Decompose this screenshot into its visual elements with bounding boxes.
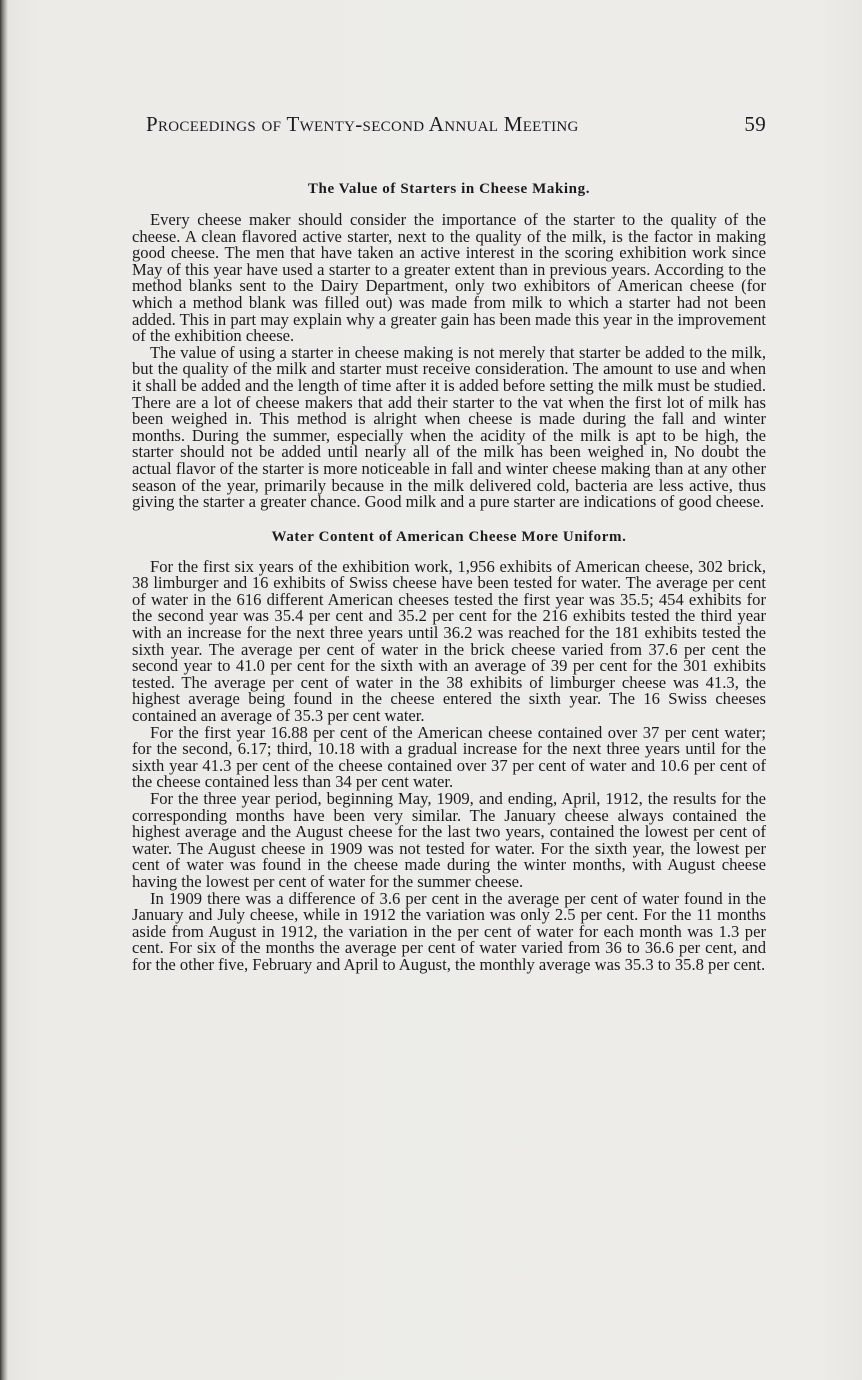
paragraph: In 1909 there was a difference of 3.6 per cent in the average per cent of water found in the January and July cheese, while in 1912 the variation was only 2.5 per cent. For the 11 months aside from August in 1912, the variation in the per cent of water for each month was 1.3 per cent. For six of the months the average per cent of water varied from 36 to 36.6 per cent, and for the other five, February and April to August, the monthly average was 35.3 to 35.8 per cent. — [132, 888, 766, 974]
section-heading-starters: The Value of Starters in Cheese Making. — [307, 181, 591, 197]
section-heading-water-content: Water Content of American Cheese More Uniform. — [271, 528, 627, 545]
paragraph: For the three year period, beginning May, 1909, and ending, April, 1912, the results for the corresponding months have been very similar. The January cheese always contained the highest average and the August cheese for the last two years, contained the lowest per cent of water. The August cheese in 1909 was not tested for water. For the sixth year, the lowest per cent of water was found in the cheese made during the winter months, with August cheese having the lowest per cent of water for the summer cheese. — [132, 789, 766, 891]
paragraph: For the first six years of the exhibition work, 1,956 exhibits of American cheese, 302 brick, 38 limburger and 16 exhibits of Swiss cheese have been tested for water. The average per cent of water in the 616 different American cheeses tested the first year was 35.5; 454 exhibits for the second year was 35.4 per cent and 35.2 per cent for the 216 exhibits tested the third year with an increase for the next three years until 36.2 was reached for the 181 exhibits tested the sixth year. The average per cent of water in the brick cheese varied from 37.6 per cent the second year to 41.0 per cent for the sixth with an average of 39 per cent for the 301 exhibits tested. The average per cent of water in the 38 exhibits of limburger cheese was 41.3, the highest average being found in the cheese entered the sixth year. The 16 Swiss cheeses contained an average of 35.3 per cent water. — [132, 556, 766, 726]
paragraph: For the first year 16.88 per cent of the American cheese contained over 37 per cent water; for the second, 6.17; third, 10.18 with a gradual increase for the next three years until for the sixth year 41.3 per cent of the cheese contained over 37 per cent of water and 10.6 per cent of the cheese contained less than 34 per cent water. — [132, 722, 766, 792]
running-header — [146, 112, 766, 137]
page-number: 59 — [744, 112, 766, 136]
page-content — [132, 112, 766, 974]
running-title: Proceedings of Twenty-second Annual Meeting — [146, 112, 579, 136]
paragraph: Every cheese maker should consider the importance of the starter to the quality of the cheese. A clean flavored active starter, next to the quality of the milk, is the factor in making good cheese. The men that have taken an active interest in the scoring exhibition work since May of this year have used a starter to a greater extent than in previous years. According to the method blanks sent to the Dairy Department, only two exhibitors of American cheese (for which a method blank was filled out) was made from milk to which a starter had not been added. This in part may explain why a greater gain has been made this year in the improvement of the exhibition cheese. — [132, 210, 766, 346]
paragraph: The value of using a starter in cheese making is not merely that starter be added to the milk, but the quality of the milk and starter must receive consideration. The amount to use and when it shall be added and the length of time after it is added before setting the milk must be studied. There are a lot of cheese makers that add their starter to the vat when the first lot of milk has been weighed in. This method is alright when cheese is made during the fall and winter months. During the summer, especially when the acidity of the milk is apt to be high, the starter should not be added until nearly all of the milk has been weighed in, No doubt the actual flavor of the starter is more noticeable in fall and winter cheese making than at any other season of the year, primarily because in the milk delivered cold, bacteria are less active, thus giving the starter a greater chance. Good milk and a pure starter are indications of good cheese. — [132, 342, 766, 512]
